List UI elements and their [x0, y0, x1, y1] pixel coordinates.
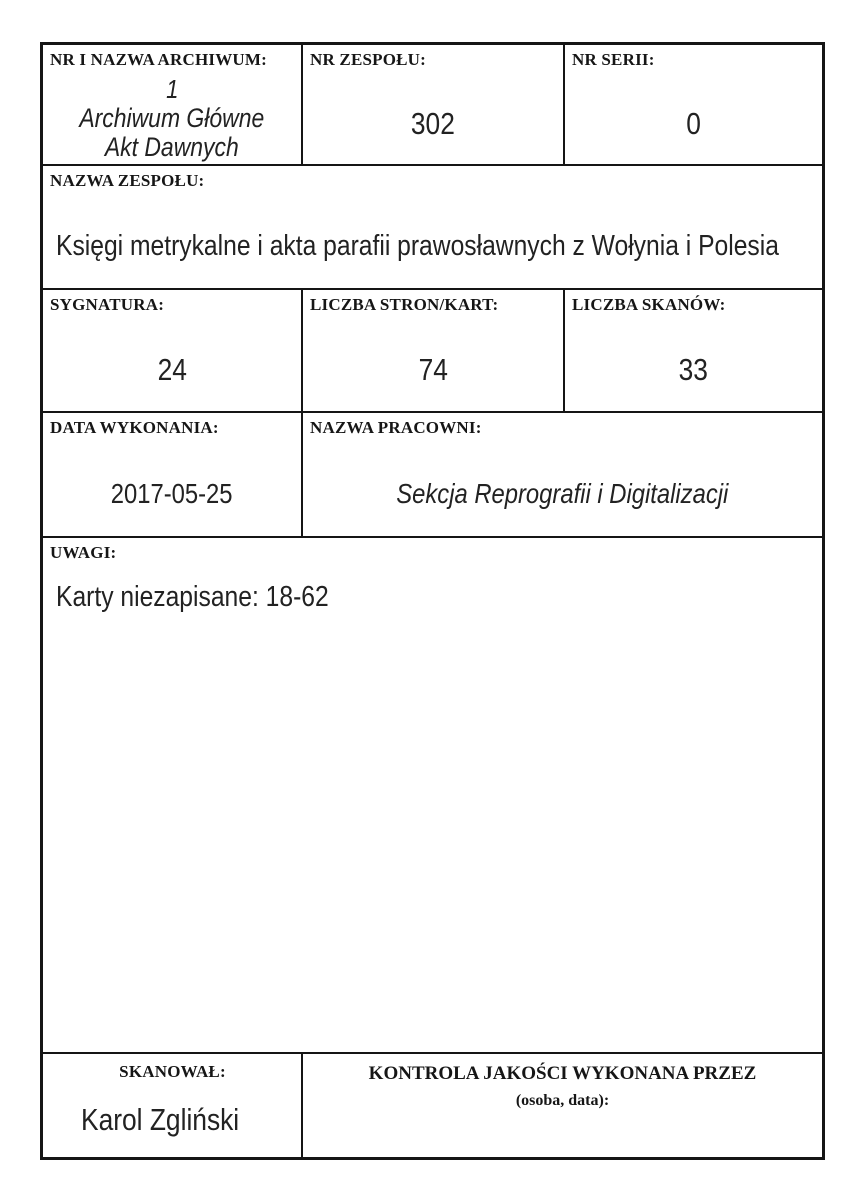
signature-value: 24 [157, 352, 187, 387]
field-pages-count [303, 290, 565, 411]
row-signatures [43, 1054, 822, 1157]
field-archive [43, 45, 303, 164]
archive-number-value: 1 [165, 73, 179, 104]
scans-count-label: LICZBA SKANÓW: [572, 295, 726, 314]
series-number-value: 0 [686, 106, 701, 141]
workshop-label: NAZWA PRACOWNI: [310, 418, 482, 437]
field-scans-count [565, 290, 822, 411]
workshop-value: Sekcja Reprografii i Digitalizacji [396, 478, 729, 509]
row-counts [43, 290, 822, 413]
quality-control-label: KONTROLA JAKOŚCI WYKONANA PRZEZ [368, 1063, 757, 1084]
scan-date-value: 2017-05-25 [111, 478, 233, 509]
field-remarks [43, 538, 822, 1052]
scans-count-value: 33 [678, 352, 709, 387]
archive-value-group [43, 70, 301, 164]
scan-date-label: DATA WYKONANIA: [50, 418, 219, 437]
pages-count-value: 74 [418, 352, 448, 387]
archive-label: NR I NAZWA ARCHIWUM: [50, 50, 267, 69]
fonds-number-label: NR ZESPOŁU: [310, 50, 427, 69]
fonds-name-value: Księgi metrykalne i akta parafii prawosławnych z Wołynia i Polesia [56, 230, 779, 262]
field-workshop [303, 413, 822, 536]
series-number-label: NR SERII: [572, 50, 655, 69]
archival-metadata-table [40, 42, 825, 1160]
row-fonds-name [43, 166, 822, 290]
fonds-number-value: 302 [411, 106, 455, 141]
field-fonds-number [303, 45, 565, 164]
field-series-number [565, 45, 822, 164]
signature-label: SYGNATURA: [50, 295, 165, 314]
remarks-label: UWAGI: [50, 543, 117, 562]
pages-count-label: LICZBA STRON/KART: [310, 295, 499, 314]
scanned-by-label: SKANOWAŁ: [119, 1062, 226, 1081]
field-scanned-by [43, 1054, 303, 1157]
fonds-name-label: NAZWA ZESPOŁU: [50, 171, 205, 190]
field-quality-control [303, 1054, 822, 1157]
field-fonds-name [43, 166, 822, 288]
archive-name-line-1: Archiwum Główne [79, 102, 265, 133]
remarks-value: Karty niezapisane: 18-62 [56, 581, 329, 613]
row-date-workshop [43, 413, 822, 538]
row-archive-identifiers [43, 45, 822, 166]
scanned-by-value: Karol Zgliński [81, 1101, 240, 1137]
field-signature [43, 290, 303, 411]
quality-control-sublabel: (osoba, data): [515, 1092, 610, 1109]
field-scan-date [43, 413, 303, 536]
row-remarks [43, 538, 822, 1054]
archive-name-line-2: Akt Dawnych [105, 131, 239, 162]
